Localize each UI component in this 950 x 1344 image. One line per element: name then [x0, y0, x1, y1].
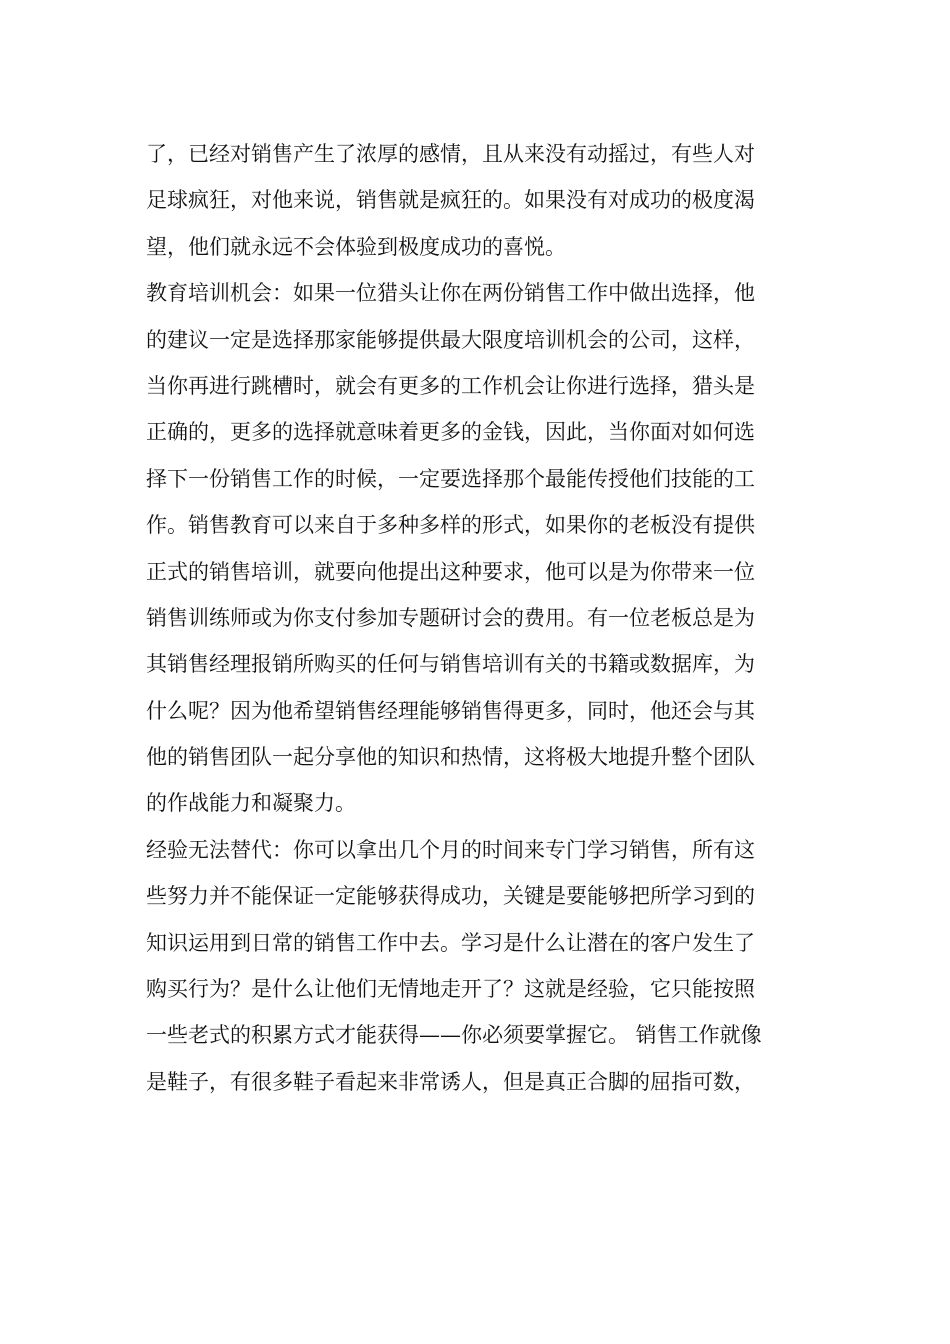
text-line: 知识运用到日常的销售工作中去。学习是什么让潜在的客户发生了 [146, 930, 755, 955]
text-line: 择下一份销售工作的时候，一定要选择那个最能传授他们技能的工 [146, 466, 755, 491]
text-line: 什么呢？因为他希望销售经理能够销售得更多，同时，他还会与其 [146, 698, 755, 723]
text-line: 了，已经对销售产生了浓厚的感情，且从来没有动摇过，有些人对 [146, 142, 755, 166]
text-line: 望，他们就永远不会体验到极度成功的喜悦。 [146, 234, 566, 259]
text-line: 其销售经理报销所购买的任何与销售培训有关的书籍或数据库，为 [146, 652, 755, 677]
text-line: 是鞋子，有很多鞋子看起来非常诱人，但是真正合脚的屈指可数， [146, 1069, 755, 1094]
text-line: 一些老式的积累方式才能获得——你必须要掌握它。 销售工作就像 [146, 1023, 762, 1048]
text-line: 些努力并不能保证一定能够获得成功，关键是要能够把所学习到的 [146, 884, 755, 909]
text-line: 作。销售教育可以来自于多种多样的形式，如果你的老板没有提供 [146, 513, 755, 538]
text-line: 当你再进行跳槽时，就会有更多的工作机会让你进行选择，猎头是 [146, 373, 755, 398]
text-line: 他的销售团队一起分享他的知识和热情，这将极大地提升整个团队 [146, 745, 755, 770]
text-line: 购买行为？是什么让他们无情地走开了？这就是经验，它只能按照 [146, 977, 755, 1002]
text-line: 正确的，更多的选择就意味着更多的金钱，因此，当你面对如何选 [146, 420, 755, 445]
text-line: 经验无法替代：你可以拿出几个月的时间来专门学习销售，所有这 [146, 837, 755, 862]
text-line: 教育培训机会：如果一位猎头让你在两份销售工作中做出选择，他 [146, 281, 755, 306]
text-line: 正式的销售培训，就要向他提出这种要求，他可以是为你带来一位 [146, 559, 755, 584]
text-line: 足球疯狂，对他来说，销售就是疯狂的。如果没有对成功的极度渴 [146, 188, 755, 213]
body-text [146, 131, 814, 1105]
text-line: 销售训练师或为你支付参加专题研讨会的费用。有一位老板总是为 [146, 605, 755, 630]
text-line: 的作战能力和凝聚力。 [146, 791, 356, 816]
text-line: 的建议一定是选择那家能够提供最大限度培训机会的公司，这样， [146, 327, 755, 352]
